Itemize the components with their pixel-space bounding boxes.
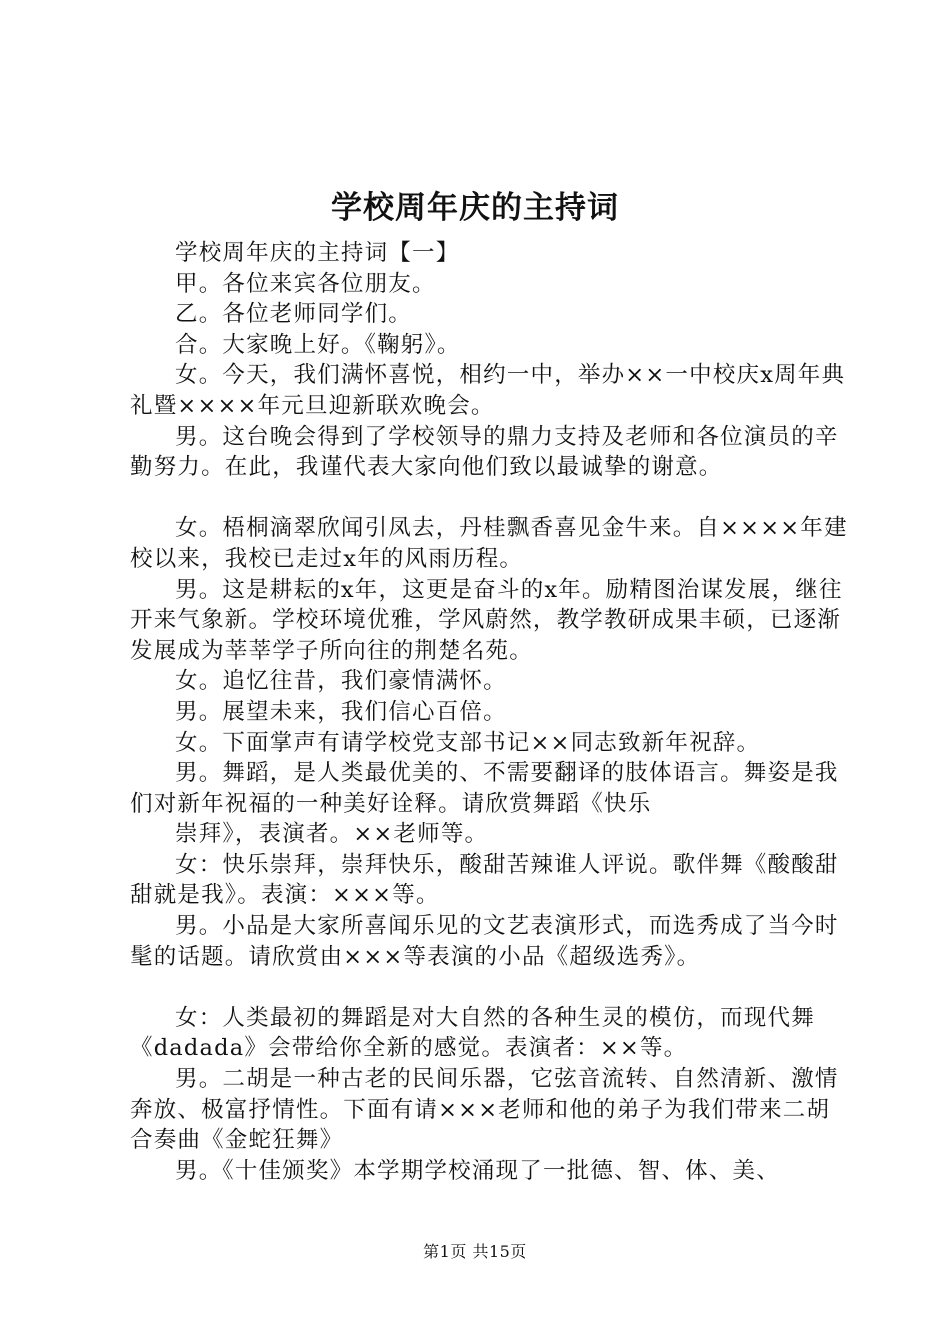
paragraph: 男。二胡是一种古老的民间乐器，它弦音流转、自然清新、激情奔放、极富抒情性。下面有请×××老师和他的弟子为我们带来二胡合奏曲《金蛇狂舞》 — [130, 1066, 839, 1154]
paragraph: 女。梧桐滴翠欣闻引凤去，丹桂飘香喜见金牛来。自××××年建校以来，我校已走过x年的风雨历程。 — [130, 515, 848, 572]
paragraph: 女。下面掌声有请学校党支部书记××同志致新年祝辞。 — [175, 729, 761, 756]
paragraph: 女。追忆往昔，我们豪情满怀。 — [175, 668, 507, 695]
document-body — [130, 238, 852, 1186]
paragraph: 男。舞蹈，是人类最优美的、不需要翻译的肢体语言。舞姿是我们对新年祝福的一种美好诠释。请欣赏舞蹈《快乐 — [130, 760, 839, 817]
document-title: 学校周年庆的主持词 — [331, 190, 619, 226]
paragraph: 学校周年庆的主持词【一】 — [175, 240, 460, 266]
paragraph: 乙。各位老师同学们。 — [175, 301, 413, 328]
paragraph: 男。《十佳颁奖》本学期学校涌现了一批德、智、体、美、 — [175, 1157, 780, 1184]
page-footer: 第1页 共15页 — [423, 1242, 527, 1261]
paragraph: 合。大家晚上好。《鞠躬》。 — [175, 331, 461, 358]
paragraph: 男。这台晚会得到了学校领导的鼎力支持及老师和各位演员的辛勤努力。在此，我谨代表大家向他们致以最诚挚的谢意。 — [130, 423, 839, 481]
blank-line — [130, 483, 852, 514]
paragraph: 崇拜》，表演者。××老师等。 — [175, 821, 489, 848]
paragraph: 甲。各位来宾各位朋友。 — [175, 270, 436, 297]
paragraph: 男。这是耕耘的x年，这更是奋斗的x年。励精图治谋发展，继往开来气象新。学校环境优雅，学风蔚然，教学教研成果丰硕，已逐渐发展成为莘莘学子所向往的荆楚名苑。 — [130, 576, 843, 664]
paragraph: 女：人类最初的舞蹈是对大自然的各种生灵的模仿，而现代舞《dadada》会带给你全新的感觉。表演者：××等。 — [130, 1004, 815, 1062]
paragraph: 男。展望未来，我们信心百倍。 — [175, 698, 507, 725]
paragraph: 男。小品是大家所喜闻乐见的文艺表演形式，而选秀成了当今时髦的话题。请欣赏由×××等表演的小品《超级选秀》。 — [130, 913, 839, 970]
paragraph: 女：快乐崇拜，崇拜快乐，酸甜苦辣谁人评说。歌伴舞《酸酸甜甜就是我》。表演：×××等。 — [130, 851, 839, 909]
blank-line — [130, 972, 852, 1003]
paragraph: 女。今天，我们满怀喜悦，相约一中，举办××一中校庆x周年典礼暨××××年元旦迎新联欢晚会。 — [130, 362, 846, 419]
